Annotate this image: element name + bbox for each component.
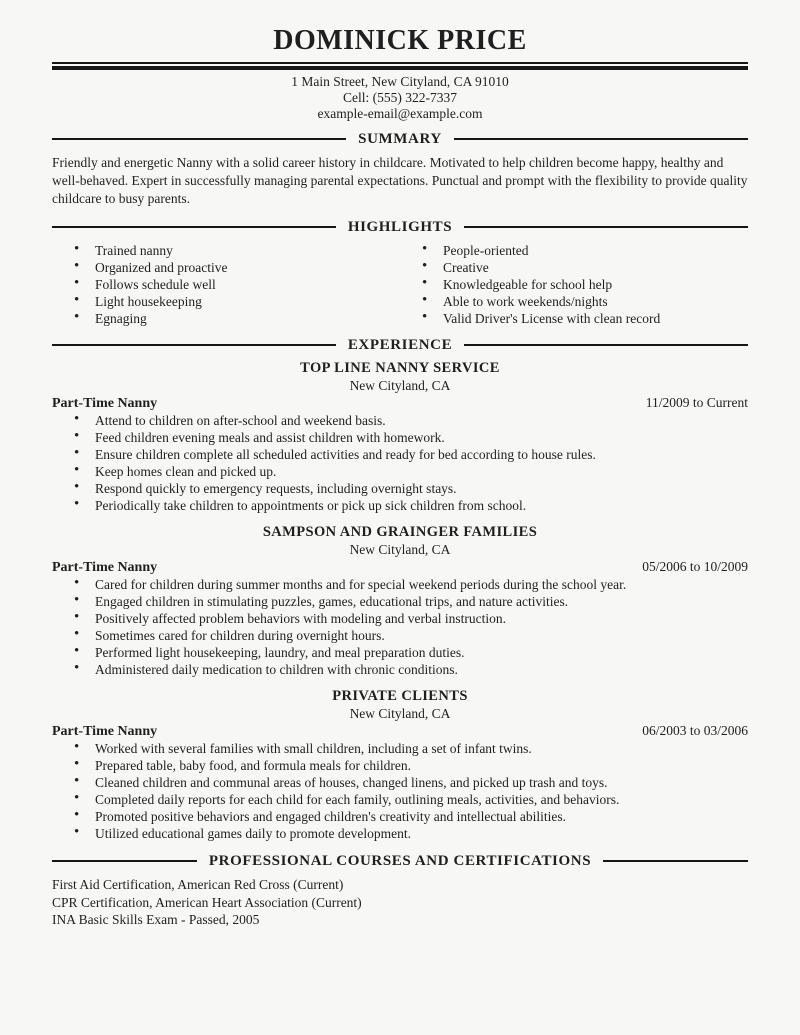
job-dates: 11/2009 to Current (645, 395, 748, 410)
section-title-experience: EXPERIENCE (347, 337, 453, 353)
highlights-rule-left (52, 226, 336, 228)
job-duty: • Attend to children on after-school and weekend basis. (52, 412, 748, 429)
job-duty: • Engaged children in stimulating puzzles, games, educational trips, and nature activities. (52, 593, 748, 610)
job-title: Part-Time Nanny (52, 724, 158, 739)
job-duty: • Positively affected problem behaviors with modeling and verbal instruction. (52, 610, 748, 627)
job-duty: • Keep homes clean and picked up. (52, 463, 748, 480)
job-title: Part-Time Nanny (52, 396, 158, 411)
certification-item: INA Basic Skills Exam - Passed, 2005 (52, 912, 260, 927)
job-dates: 06/2003 to 03/2006 (642, 723, 748, 738)
page-title: DOMINICK PRICE (273, 25, 527, 56)
highlight-item: • Follows schedule well (52, 276, 400, 293)
company-name: SAMPSON AND GRAINGER FAMILIES (262, 524, 538, 540)
highlight-item: • Light housekeeping (52, 293, 400, 310)
section-title-highlights: HIGHLIGHTS (347, 219, 453, 235)
company-name: PRIVATE CLIENTS (332, 688, 468, 704)
company-location: New Cityland, CA (349, 706, 451, 721)
certifications-rule-left (52, 860, 197, 862)
job-dates: 05/2006 to 10/2009 (642, 559, 748, 574)
job-duties-list (52, 576, 748, 678)
job-duties-list (52, 740, 748, 842)
job-duty: • Sometimes cared for children during overnight hours. (52, 627, 748, 644)
section-header-experience (52, 336, 748, 354)
highlights-left-list (52, 242, 400, 327)
experience-rule-right (464, 344, 748, 346)
job-duty: • Periodically take children to appointments or pick up sick children from school. (52, 497, 748, 514)
company-location: New Cityland, CA (349, 378, 451, 393)
contact-address: 1 Main Street, New Cityland, CA 91010 (291, 74, 509, 89)
highlight-item: • Valid Driver's License with clean record (400, 310, 748, 327)
section-header-highlights (52, 218, 748, 236)
contact-block (52, 74, 748, 122)
highlights-rule-right (464, 226, 748, 228)
job-duty: • Cared for children during summer months and for special weekend periods during the school year. (52, 576, 748, 593)
company-name: TOP LINE NANNY SERVICE (300, 360, 500, 376)
section-title-certifications: PROFESSIONAL COURSES AND CERTIFICATIONS (208, 853, 592, 869)
certification-item: CPR Certification, American Heart Association (Current) (52, 894, 362, 910)
section-title-summary: SUMMARY (358, 131, 442, 147)
job-header-row (52, 722, 748, 740)
highlight-item: • Creative (400, 259, 748, 276)
job-duty: • Completed daily reports for each child for each family, outlining meals, activities, and behaviors. (52, 791, 748, 808)
job-duty: • Worked with several families with small children, including a set of infant twins. (52, 740, 748, 757)
contact-email: example-email@example.com (317, 106, 483, 121)
header-rule-thin (52, 62, 748, 64)
job-duty: • Administered daily medication to children with chronic conditions. (52, 661, 748, 678)
summary-rule-left (52, 138, 346, 140)
section-header-certifications (52, 852, 748, 870)
summary-rule-right (454, 138, 748, 140)
section-header-summary (52, 130, 748, 148)
job-duty: • Promoted positive behaviors and engaged children's creativity and intellectual abilities. (52, 808, 748, 825)
certification-item: First Aid Certification, American Red Cross (Current) (52, 877, 344, 892)
job-duty: • Prepared table, baby food, and formula meals for children. (52, 757, 748, 774)
contact-phone: Cell: (555) 322-7337 (343, 90, 457, 105)
job-header-row (52, 394, 748, 412)
highlight-item: • Egnaging (52, 310, 400, 327)
experience-rule-left (52, 344, 336, 346)
company-location: New Cityland, CA (349, 542, 451, 557)
highlight-item: • Trained nanny (52, 242, 400, 259)
highlight-item: • Knowledgeable for school help (400, 276, 748, 293)
header-rule-thick (52, 66, 748, 70)
summary-text: Friendly and energetic Nanny with a solid career history in childcare. Motivated to help children become happy, healthy and well-behaved. Expert in successfully managing parental expectations. Punctual and prompt with the flexibility to provide quality childcare to busy parents. (52, 155, 748, 206)
highlight-item: • People-oriented (400, 242, 748, 259)
job-duty: • Respond quickly to emergency requests, including overnight stays. (52, 480, 748, 497)
job-duties-list (52, 412, 748, 514)
highlights-right-list (400, 242, 748, 327)
highlight-item: • Organized and proactive (52, 259, 400, 276)
job-duty: • Cleaned children and communal areas of houses, changed linens, and picked up trash and toys. (52, 774, 748, 791)
job-duty: • Feed children evening meals and assist children with homework. (52, 429, 748, 446)
job-duty: • Performed light housekeeping, laundry, and meal preparation duties. (52, 644, 748, 661)
job-duty: • Ensure children complete all scheduled activities and ready for bed according to house rules. (52, 446, 748, 463)
job-duty: • Utilized educational games daily to promote development. (52, 825, 748, 842)
highlights-columns (52, 242, 748, 327)
certifications-list (52, 876, 748, 929)
job-title: Part-Time Nanny (52, 560, 158, 575)
job-header-row (52, 558, 748, 576)
highlight-item: • Able to work weekends/nights (400, 293, 748, 310)
certifications-rule-right (603, 860, 748, 862)
header-rule (52, 62, 748, 70)
